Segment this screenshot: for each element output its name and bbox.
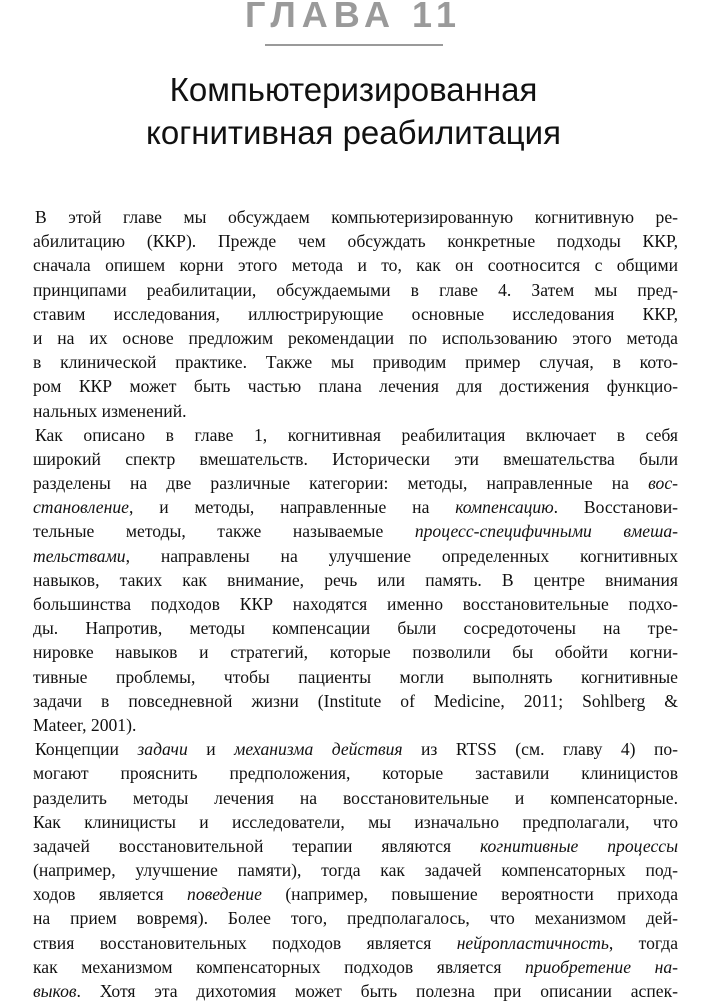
text-line <box>33 447 678 471</box>
text-segment: ром ККР может быть частью плана лечения для достижения функцио- <box>33 376 678 397</box>
text-segment: из RTSS (см. главу 4) по- <box>402 739 678 760</box>
italic-text: выков <box>33 981 77 1001</box>
text-line <box>33 568 678 592</box>
text-segment: в клинической практике. Также мы приводим пример случая, в кото- <box>33 352 678 373</box>
italic-text: механизма действия <box>234 739 403 760</box>
text-line <box>33 689 678 713</box>
text-line <box>33 858 678 882</box>
text-line <box>33 882 678 906</box>
text-segment: , тогда <box>608 932 678 953</box>
chapter-title-line-2: когнитивная реабилитация <box>146 114 561 151</box>
italic-text: тельствами <box>33 545 126 566</box>
text-segment: Mateer, 2001). <box>33 714 137 735</box>
text-segment: большинства подходов ККР находятся именно восстановительные подхо- <box>33 594 678 614</box>
text-line <box>33 786 678 810</box>
text-line <box>33 737 678 761</box>
body-text <box>33 205 678 1003</box>
text-segment: ды. Напротив, методы компенсации были сосредоточены на тре- <box>33 618 678 639</box>
text-segment: задачи в повседневной жизни (Institute of Medicine, 2011; Sohlberg & <box>33 690 678 711</box>
italic-text: компенсацию <box>455 497 554 518</box>
text-line <box>33 326 678 350</box>
text-segment: Как описано в главе 1, когнитивная реабилитация включает в себя <box>35 424 678 445</box>
text-segment: ставим исследования, иллюстрирующие основные исследования ККР, <box>33 303 678 324</box>
chapter-title-line-1: Компьютеризированная <box>169 71 538 108</box>
text-line <box>33 519 678 543</box>
text-segment: разделены на две различные категории: методы, направленные на <box>33 473 649 494</box>
italic-text: становление <box>33 497 129 518</box>
text-segment: на прием вовремя). Более того, предполагалось, что механизмом дей- <box>33 908 678 929</box>
text-line <box>33 544 678 568</box>
chapter-title <box>0 68 707 154</box>
text-line <box>33 616 678 640</box>
text-segment: сначала опишем корни этого метода и то, как он соотносится с общими <box>33 255 678 276</box>
text-segment: . Хотя эта дихотомия может быть полезна при описании аспек- <box>76 981 678 1001</box>
text-segment: абилитацию (ККР). Прежде чем обсуждать конкретные подходы ККР, <box>33 231 678 252</box>
italic-text: нейропластичность <box>456 932 609 953</box>
text-line <box>33 253 678 277</box>
text-segment: Концепции <box>35 739 138 760</box>
text-segment: , и методы, направленные на <box>128 497 456 518</box>
text-segment: В этой главе мы обсуждаем компьютеризированную когнитивную ре- <box>35 207 678 227</box>
text-line <box>33 931 678 955</box>
text-line <box>33 278 678 302</box>
text-segment: (например, улучшение памяти), тогда как задачей компенсаторных под- <box>33 860 678 881</box>
italic-text: процесс-специфичными вмеша- <box>414 521 678 542</box>
text-segment: (например, повышение вероятности прихода <box>261 884 678 905</box>
text-line <box>33 665 678 689</box>
text-line <box>33 834 678 858</box>
text-segment: . Восстанови- <box>553 497 678 518</box>
text-line <box>33 350 678 374</box>
text-segment: и на их основе предложим рекомендации по использованию этого метода <box>33 327 678 348</box>
text-segment: как механизмом компенсаторных подходов является <box>33 956 526 977</box>
text-segment: Как клиницисты и исследователи, мы изначально предполагали, что <box>33 811 678 832</box>
italic-text: приобретение на- <box>525 956 678 977</box>
text-line <box>33 713 678 737</box>
text-line <box>33 205 678 229</box>
text-segment: , направлены на улучшение определенных когнитивных <box>125 545 678 566</box>
text-segment: тивные проблемы, чтобы пациенты могли выполнять когнитивные <box>33 666 678 687</box>
text-segment: принципами реабилитации, обсуждаемыми в главе 4. Затем мы пред- <box>33 279 678 300</box>
text-segment: навыков, таких как внимание, речь или память. В центре внимания <box>33 569 678 590</box>
text-segment: тельные методы, также называемые <box>33 521 415 542</box>
text-line <box>33 229 678 253</box>
text-line <box>33 471 678 495</box>
text-segment: задачей восстановительной терапии являются <box>33 835 480 856</box>
italic-text: когнитивные процессы <box>480 835 678 856</box>
text-segment: ходов является <box>33 884 188 905</box>
text-segment: ствия восстановительных подходов является <box>33 932 457 953</box>
text-line <box>33 399 678 423</box>
text-line <box>33 592 678 616</box>
text-segment: и <box>187 739 235 760</box>
text-segment: нировке навыков и стратегий, которые позволили бы обойти когни- <box>33 642 678 663</box>
text-segment: широкий спектр вмешательств. Исторически эти вмешательства были <box>33 448 678 469</box>
italic-text: задачи <box>137 739 188 760</box>
text-line <box>33 906 678 930</box>
text-line <box>33 302 678 326</box>
text-segment: нальных изменений. <box>33 400 187 421</box>
text-line <box>33 423 678 447</box>
text-line <box>33 374 678 398</box>
text-line <box>33 761 678 785</box>
italic-text: поведение <box>187 884 262 905</box>
text-segment: могают прояснить предположения, которые заставили клиницистов <box>33 763 678 784</box>
text-line <box>33 810 678 834</box>
text-line <box>33 495 678 519</box>
text-line <box>33 979 678 1003</box>
text-line <box>33 955 678 979</box>
chapter-rule <box>265 44 443 46</box>
text-segment: разделить методы лечения на восстановительные и компенсаторные. <box>33 787 678 808</box>
chapter-label: ГЛАВА 11 <box>244 0 463 35</box>
italic-text: вос- <box>648 473 678 494</box>
text-line <box>33 640 678 664</box>
